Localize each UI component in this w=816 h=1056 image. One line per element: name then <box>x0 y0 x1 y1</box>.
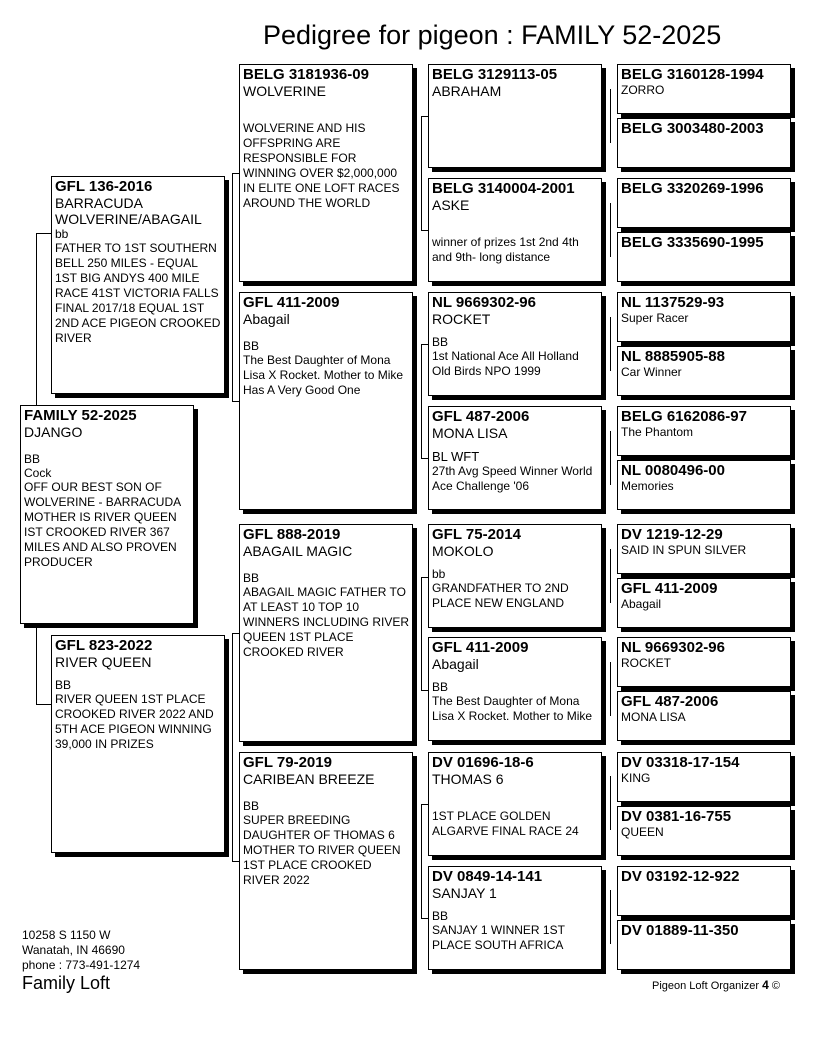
sire-dam-card[interactable] <box>239 292 413 510</box>
connector <box>232 633 239 634</box>
dss-card[interactable] <box>428 524 602 628</box>
g5-card[interactable] <box>617 460 791 510</box>
pigeon-name: THOMAS 6 <box>432 771 504 787</box>
connector <box>232 861 239 862</box>
band-number: GFL 136-2016 <box>55 178 153 195</box>
address-phone: phone : 773-491-1274 <box>22 958 141 972</box>
band-number: GFL 75-2014 <box>432 526 521 543</box>
g5-card[interactable] <box>617 806 791 856</box>
pigeon-color: BB <box>243 339 260 353</box>
pigeon-notes: OFF OUR BEST SON OF WOLVERINE - BARRACUDA MOTHER IS RIVER QUEEN IST CROOKED RIVER 367 MILES AND ALSO PROVEN PRODUCER <box>24 480 181 569</box>
pigeon-color: BB <box>24 452 41 466</box>
connector <box>421 458 428 459</box>
connector <box>421 116 422 230</box>
g5-card[interactable] <box>617 292 791 342</box>
pigeon-name: Memories <box>621 479 674 493</box>
connector <box>36 233 51 234</box>
pigeon-name: WOLVERINE <box>243 83 326 99</box>
pigeon-name: MOKOLO <box>432 543 494 559</box>
g5-card[interactable] <box>617 752 791 802</box>
connector <box>232 633 233 861</box>
band-number: NL 9669302-96 <box>621 639 725 656</box>
pigeon-name: ROCKET <box>432 311 491 327</box>
pigeon-name: BARRACUDA <box>55 195 143 211</box>
connector <box>610 662 611 716</box>
band-number: GFL 487-2006 <box>621 693 719 710</box>
dds-card[interactable] <box>428 752 602 856</box>
dsd-card[interactable] <box>428 637 602 741</box>
pigeon-notes: 1ST PLACE GOLDEN ALGARVE FINAL RACE 24 <box>432 809 579 838</box>
connector <box>610 890 611 944</box>
connector <box>232 173 233 401</box>
band-number: NL 9669302-96 <box>432 294 536 311</box>
page-title: Pedigree for pigeon : FAMILY 52-2025 <box>263 20 722 50</box>
g5-card[interactable] <box>617 232 791 282</box>
band-number: BELG 3003480-2003 <box>621 120 764 137</box>
pigeon-name: Abagail <box>432 656 479 672</box>
pigeon-notes: SANJAY 1 WINNER 1ST PLACE SOUTH AFRICA <box>432 923 565 952</box>
band-number: BELG 3140004-2001 <box>432 180 575 197</box>
connector <box>421 577 422 690</box>
band-number: GFL 411-2009 <box>432 639 529 656</box>
pigeon-name: ABRAHAM <box>432 83 502 99</box>
software-version: 4 <box>762 978 769 992</box>
pigeon-name: Car Winner <box>621 365 682 379</box>
connector <box>610 317 611 371</box>
g5-card[interactable] <box>617 64 791 114</box>
band-number: BELG 3335690-1995 <box>621 234 764 251</box>
band-number: FAMILY 52-2025 <box>24 407 137 424</box>
g5-card[interactable] <box>617 920 791 970</box>
connector <box>421 344 428 345</box>
pigeon-color: bb <box>55 227 69 241</box>
band-number: NL 1137529-93 <box>621 294 725 311</box>
pigeon-name: Super Racer <box>621 311 689 325</box>
connector <box>421 577 428 578</box>
band-number: GFL 487-2006 <box>432 408 530 425</box>
address-street: 10258 S 1150 W <box>22 928 111 942</box>
band-number: GFL 79-2019 <box>243 754 332 771</box>
g5-card[interactable] <box>617 346 791 396</box>
pigeon-color: BB <box>432 909 449 923</box>
pigeon-name: ZORRO <box>621 83 665 97</box>
g5-card[interactable] <box>617 691 791 741</box>
pigeon-name: MONA LISA <box>432 425 508 441</box>
connector <box>421 690 428 691</box>
g5-card[interactable] <box>617 406 791 456</box>
pigeon-name: ROCKET <box>621 656 672 670</box>
pigeon-color: bb <box>432 567 446 581</box>
connector <box>421 918 428 919</box>
pigeon-notes: 1st National Ace All Holland Old Birds NPO 1999 <box>432 349 579 378</box>
dam-sire-card[interactable] <box>239 524 413 742</box>
connector <box>610 549 611 603</box>
band-number: BELG 6162086-97 <box>621 408 747 425</box>
connector <box>232 173 239 174</box>
pigeon-name: QUEEN <box>621 825 664 839</box>
g5-card[interactable] <box>617 866 791 916</box>
g5-card[interactable] <box>617 118 791 168</box>
band-number: DV 1219-12-29 <box>621 526 723 543</box>
band-number: GFL 823-2022 <box>55 637 153 654</box>
ssd-card[interactable] <box>428 178 602 282</box>
software-name: Pigeon Loft Organizer <box>652 980 760 992</box>
pigeon-name: SANJAY 1 <box>432 885 497 901</box>
sdd-card[interactable] <box>428 406 602 510</box>
pigeon-color: BB <box>432 680 449 694</box>
connector <box>36 628 37 704</box>
band-number: BELG 3129113-05 <box>432 66 558 83</box>
sss-card[interactable] <box>428 64 602 168</box>
connector <box>610 89 611 143</box>
band-number: DV 01696-18-6 <box>432 754 534 771</box>
g5-card[interactable] <box>617 524 791 574</box>
band-number: DV 01889-11-350 <box>621 922 739 939</box>
connector <box>232 401 239 402</box>
pigeon-notes: FATHER TO 1ST SOUTHERN BELL 250 MILES - EQUAL 1ST BIG ANDYS 400 MILE RACE 41ST VICTORIA FALLS FINAL 2017/18 EQUAL 1ST 2ND ACE PIGEON CROOKED RIVER <box>55 241 221 345</box>
pigeon-notes: RIVER QUEEN 1ST PLACE CROOKED RIVER 2022 AND 5TH ACE PIGEON WINNING 39,000 IN PRIZES <box>55 692 214 751</box>
address-block <box>22 928 140 973</box>
pigeon-name: DJANGO <box>24 424 83 440</box>
pigeon-color: BB <box>55 678 72 692</box>
pigeon-sex: Cock <box>24 466 52 480</box>
connector <box>421 344 422 458</box>
software-credit <box>652 978 780 992</box>
band-number: DV 03192-12-922 <box>621 868 740 885</box>
pigeon-notes: winner of prizes 1st 2nd 4th and 9th- long distance <box>432 235 579 264</box>
connector <box>610 776 611 830</box>
pigeon-notes: SUPER BREEDING DAUGHTER OF THOMAS 6 MOTHER TO RIVER QUEEN 1ST PLACE CROOKED RIVER 2022 <box>243 813 401 887</box>
band-number: BELG 3320269-1996 <box>621 180 764 197</box>
pigeon-name: Abagail <box>621 597 662 611</box>
connector <box>421 804 428 805</box>
band-number: NL 0080496-00 <box>621 462 725 479</box>
pigeon-name: SAID IN SPUN SILVER <box>621 543 747 557</box>
band-number: BELG 3160128-1994 <box>621 66 764 83</box>
pigeon-name: ASKE <box>432 197 470 213</box>
band-number: DV 0849-14-141 <box>432 868 543 885</box>
band-number: DV 0381-16-755 <box>621 808 732 825</box>
band-number: NL 8885905-88 <box>621 348 725 365</box>
pigeon-strain: WOLVERINE/ABAGAIL <box>55 211 202 227</box>
band-number: GFL 888-2019 <box>243 526 341 543</box>
connector <box>421 116 428 117</box>
pigeon-color: BB <box>243 571 260 585</box>
copyright-symbol: © <box>771 980 780 992</box>
pigeon-notes: 27th Avg Speed Winner World Ace Challenge '06 <box>432 464 593 493</box>
dam-dam-card[interactable] <box>239 752 413 970</box>
pigeon-name: Abagail <box>243 311 290 327</box>
g5-card[interactable] <box>617 578 791 628</box>
pigeon-notes: WOLVERINE AND HIS OFFSPRING ARE RESPONSIBLE FOR WINNING OVER $2,000,000 IN ELITE ONE LOFT RACES AROUND THE WORLD <box>243 121 400 210</box>
ddd-card[interactable] <box>428 866 602 970</box>
band-number: GFL 411-2009 <box>243 294 340 311</box>
connector <box>610 203 611 257</box>
band-number: BELG 3181936-09 <box>243 66 369 83</box>
sire-sire-card[interactable] <box>239 64 413 282</box>
pigeon-notes: The Best Daughter of Mona Lisa X Rocket. Mother to Mike <box>432 694 593 723</box>
pigeon-color: BB <box>243 799 260 813</box>
pigeon-name: RIVER QUEEN <box>55 654 152 670</box>
connector <box>421 804 422 918</box>
connector <box>36 704 51 705</box>
g5-card[interactable] <box>617 178 791 228</box>
connector <box>610 431 611 485</box>
sire-card[interactable] <box>51 176 225 394</box>
dam-card[interactable] <box>51 635 225 853</box>
band-number: GFL 411-2009 <box>621 580 718 597</box>
pigeon-name: MONA LISA <box>621 710 686 724</box>
pigeon-notes: GRANDFATHER TO 2ND PLACE NEW ENGLAND <box>432 581 569 610</box>
pigeon-name: CARIBEAN BREEZE <box>243 771 375 787</box>
pigeon-name: The Phantom <box>621 425 694 439</box>
pigeon-name: KING <box>621 771 651 785</box>
connector <box>36 233 37 405</box>
g5-card[interactable] <box>617 637 791 687</box>
connector <box>421 230 428 231</box>
pigeon-notes: ABAGAIL MAGIC FATHER TO AT LEAST 10 TOP 10 WINNERS INCLUDING RIVER QUEEN 1ST PLACE CROOKED RIVER <box>243 585 410 659</box>
loft-name: Family Loft <box>22 973 111 993</box>
subject-card[interactable] <box>20 405 194 624</box>
pigeon-notes: The Best Daughter of Mona Lisa X Rocket. Mother to Mike Has A Very Good One <box>243 353 404 397</box>
pigeon-color: BB <box>432 335 449 349</box>
sds-card[interactable] <box>428 292 602 396</box>
pigeon-name: ABAGAIL MAGIC <box>243 543 353 559</box>
band-number: DV 03318-17-154 <box>621 754 740 771</box>
pigeon-color: BL WFT <box>432 449 480 464</box>
address-city: Wanatah, IN 46690 <box>22 943 125 957</box>
